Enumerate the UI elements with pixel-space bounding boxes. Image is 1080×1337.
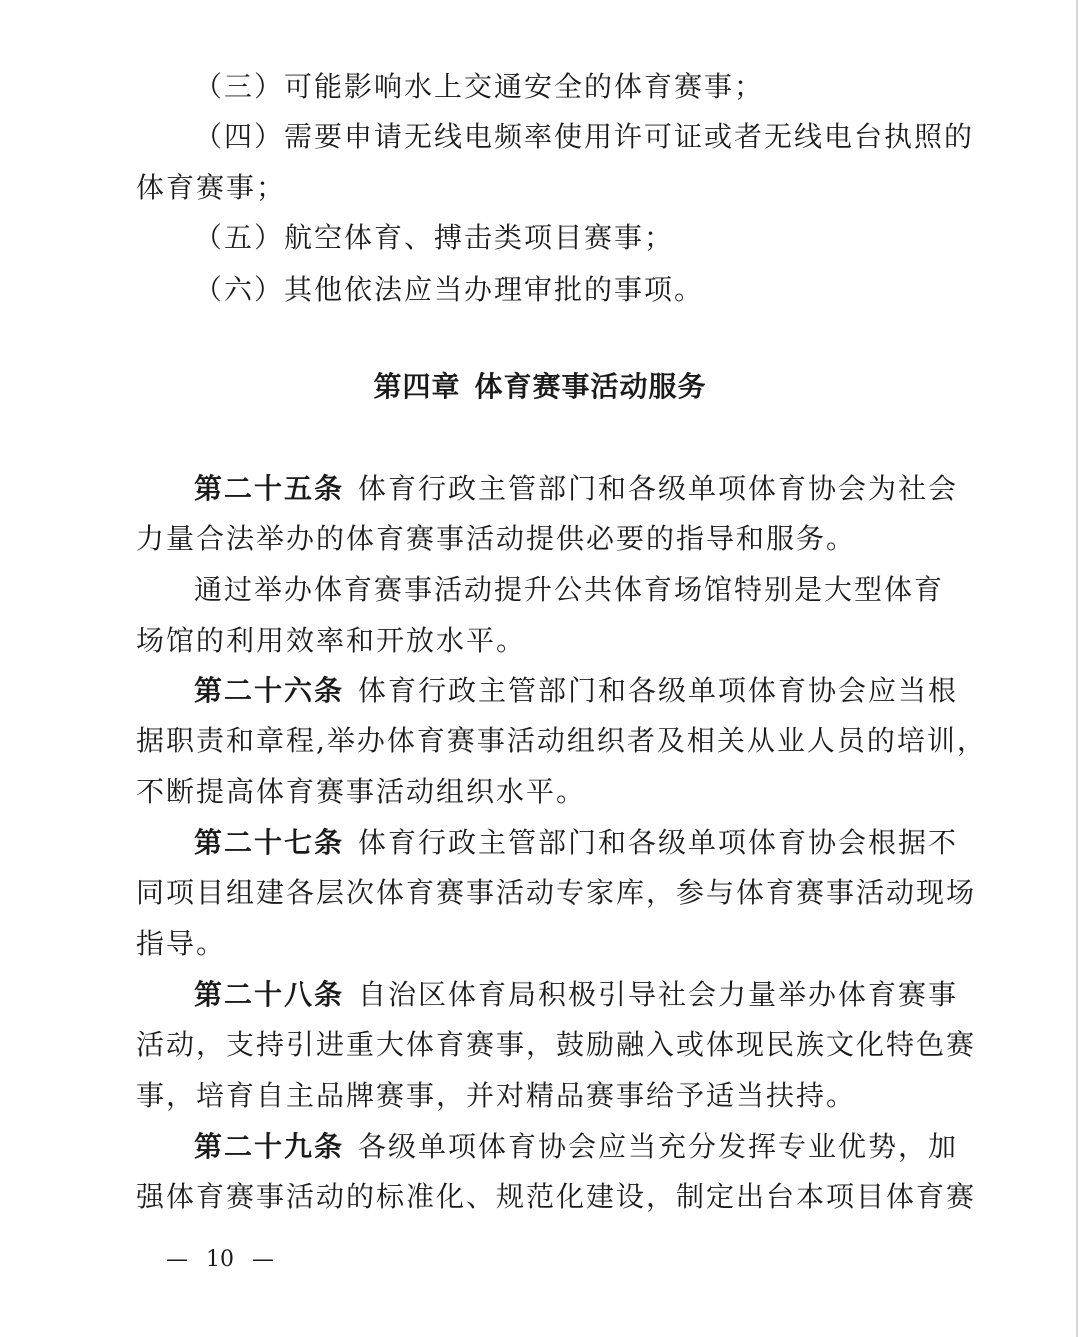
- article-29-line-2: 强体育赛事活动的标准化、规范化建设，制定出台本项目体育赛: [136, 1180, 977, 1213]
- article-25-label: 第二十五条: [194, 472, 345, 505]
- page-edge: [1076, 0, 1078, 1337]
- article-25-line-4: 场馆的利用效率和开放水平。: [136, 624, 527, 657]
- footer-dash-left: —: [166, 1247, 188, 1272]
- article-26-line-1: [194, 673, 959, 709]
- list-item-5: （五）航空体育、搏击类项目赛事；: [194, 221, 675, 254]
- article-26-text: 体育行政主管部门和各级单项体育协会应当根: [358, 674, 959, 707]
- article-29-label: 第二十九条: [194, 1130, 345, 1163]
- list-item-6: （六）其他依法应当办理审批的事项。: [194, 273, 705, 306]
- list-item-4: （四）需要申请无线电频率使用许可证或者无线电台执照的: [194, 120, 975, 153]
- article-27-text: 体育行政主管部门和各级单项体育协会根据不: [358, 826, 959, 859]
- article-29-line-1: [194, 1129, 959, 1165]
- chapter-heading: [0, 369, 1080, 405]
- article-26-label: 第二十六条: [194, 674, 345, 707]
- article-27-line-2: 同项目组建各层次体育赛事活动专家库，参与体育赛事活动现场: [136, 876, 977, 909]
- page-number: 10: [206, 1247, 234, 1272]
- article-25-text: 体育行政主管部门和各级单项体育协会为社会: [358, 472, 959, 505]
- footer-dash-right: —: [252, 1247, 274, 1272]
- page-footer: [166, 1245, 274, 1275]
- article-27-line-1: [194, 825, 959, 861]
- article-28-label: 第二十八条: [194, 978, 345, 1011]
- article-28-line-3: 事，培育自主品牌赛事，并对精品赛事给予适当扶持。: [136, 1079, 857, 1112]
- article-28-line-2: 活动，支持引进重大体育赛事，鼓励融入或体现民族文化特色赛: [136, 1028, 977, 1061]
- article-25-line-3: 通过举办体育赛事活动提升公共体育场馆特别是大型体育: [194, 573, 945, 606]
- article-28-text: 自治区体育局积极引导社会力量举办体育赛事: [358, 978, 959, 1011]
- article-25-line-1: [194, 471, 959, 507]
- article-26-line-2: 据职责和章程,举办体育赛事活动组织者及相关从业人员的培训，: [136, 724, 987, 757]
- list-item-3: （三）可能影响水上交通安全的体育赛事；: [194, 70, 765, 103]
- article-27-label: 第二十七条: [194, 826, 345, 859]
- list-item-4-continuation: 体育赛事；: [136, 171, 287, 204]
- chapter-number: 第四章: [373, 370, 461, 403]
- article-29-text: 各级单项体育协会应当充分发挥专业优势，加: [358, 1130, 959, 1163]
- article-25-line-2: 力量合法举办的体育赛事活动提供必要的指导和服务。: [136, 522, 857, 555]
- article-28-line-1: [194, 977, 959, 1013]
- article-27-line-3: 指导。: [136, 927, 227, 960]
- article-26-line-3: 不断提高体育赛事活动组织水平。: [136, 775, 587, 808]
- chapter-title: 体育赛事活动服务: [474, 370, 707, 403]
